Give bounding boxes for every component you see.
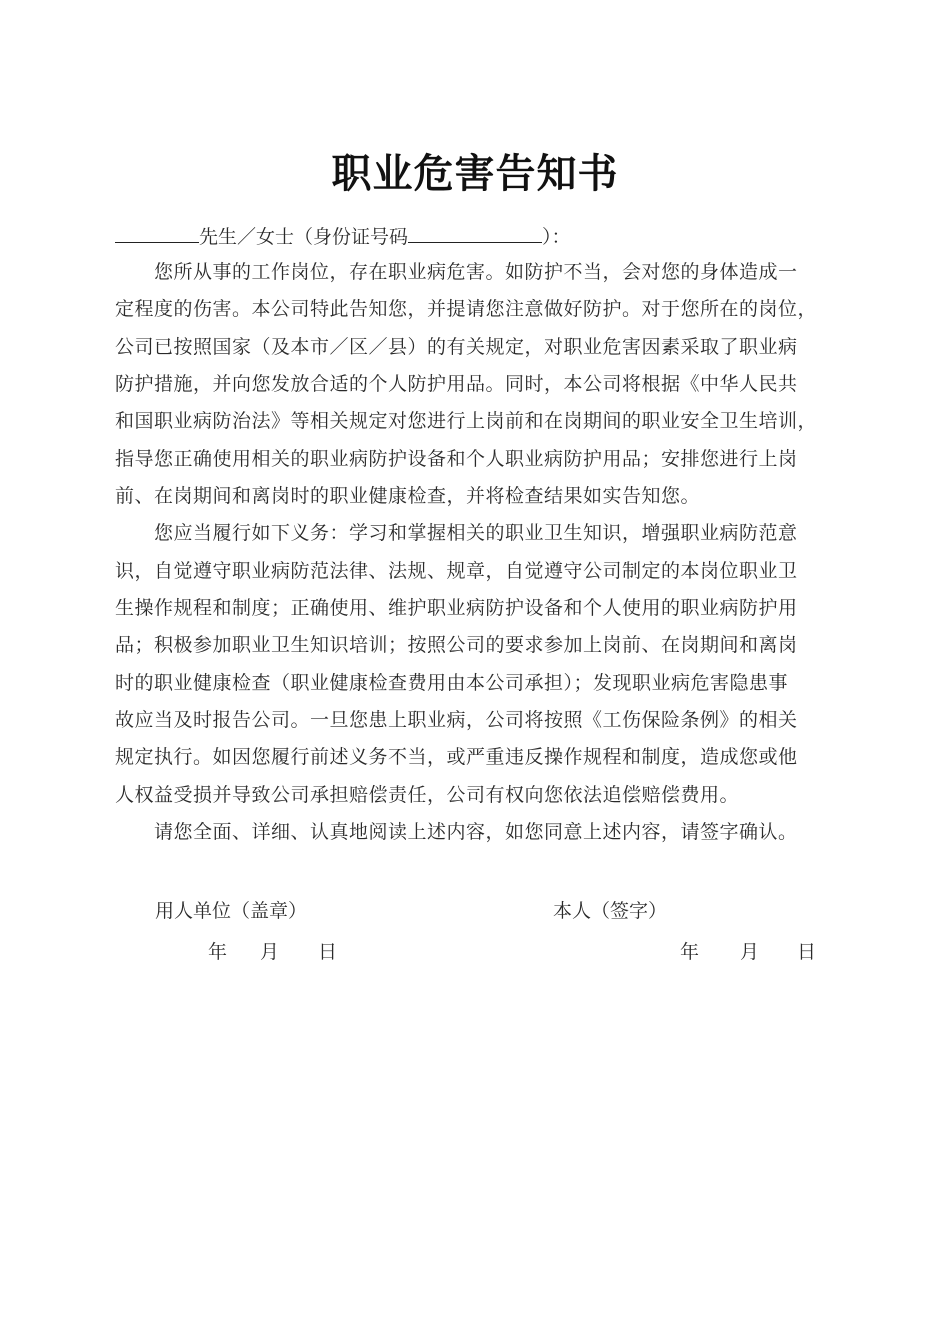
paragraph-2-line: 时的职业健康检查（职业健康检查费用由本公司承担）；发现职业病危害隐患事 [115,672,789,694]
salutation-prefix: 先生／女士（身份证号码 [199,226,409,248]
paragraph-2-line: 生操作规程和制度；正确使用、维护职业病防护设备和个人使用的职业病防护用 [115,597,798,619]
paragraph-2-line: 识，自觉遵守职业病防范法律、法规、规章，自觉遵守公司制定的本岗位职业卫 [115,560,798,582]
paragraph-3: 请您全面、详细、认真地阅读上述内容，如您同意上述内容，请签字确认。 [154,821,798,843]
employee-signature-label: 本人（签字） [553,900,668,922]
employee-date-year: 年 [680,941,700,963]
paragraph-1-line: 定程度的伤害。本公司特此告知您，并提请您注意做好防护。对于您所在的岗位， [115,298,818,320]
salutation-suffix: ）： [542,226,571,248]
employer-date-year: 年 [208,941,228,963]
paragraph-1-line: 防护措施，并向您发放合适的个人防护用品。同时，本公司将根据《中华人民共 [115,373,798,395]
employer-date-day: 日 [318,941,338,963]
paragraph-2-line: 规定执行。如因您履行前述义务不当，或严重违反操作规程和制度，造成您或他 [115,746,798,768]
paragraph-1-line: 和国职业病防治法》等相关规定对您进行上岗前和在岗期间的职业安全卫生培训， [115,410,818,432]
paragraph-1-line: 指导您正确使用相关的职业病防护设备和个人职业病防护用品；安排您进行上岗 [115,448,798,470]
paragraph-2-line: 品；积极参加职业卫生知识培训；按照公司的要求参加上岗前、在岗期间和离岗 [115,634,798,656]
employee-date-month: 月 [740,941,760,963]
paragraph-2-line: 人权益受损并导致公司承担赔偿责任，公司有权向您依法追偿赔偿费用。 [115,784,740,806]
paragraph-1-line: 前、在岗期间和离岗时的职业健康检查，并将检查结果如实告知您。 [115,485,701,507]
paragraph-2-line: 您应当履行如下义务：学习和掌握相关的职业卫生知识，增强职业病防范意 [154,522,798,544]
id-number-blank[interactable] [408,222,542,243]
employee-date-day: 日 [797,941,817,963]
employer-date-month: 月 [260,941,280,963]
employer-seal-label: 用人单位（盖章） [155,900,308,922]
name-blank[interactable] [115,222,199,243]
paragraph-1-line: 公司已按照国家（及本市／区／县）的有关规定，对职业危害因素采取了职业病 [115,336,798,358]
document-title: 职业危害告知书 [331,151,619,197]
paragraph-1-line: 您所从事的工作岗位，存在职业病危害。如防护不当，会对您的身体造成一 [154,261,798,283]
paragraph-2-line: 故应当及时报告公司。一旦您患上职业病，公司将按照《工伤保险条例》的相关 [115,709,798,731]
salutation [115,222,571,251]
